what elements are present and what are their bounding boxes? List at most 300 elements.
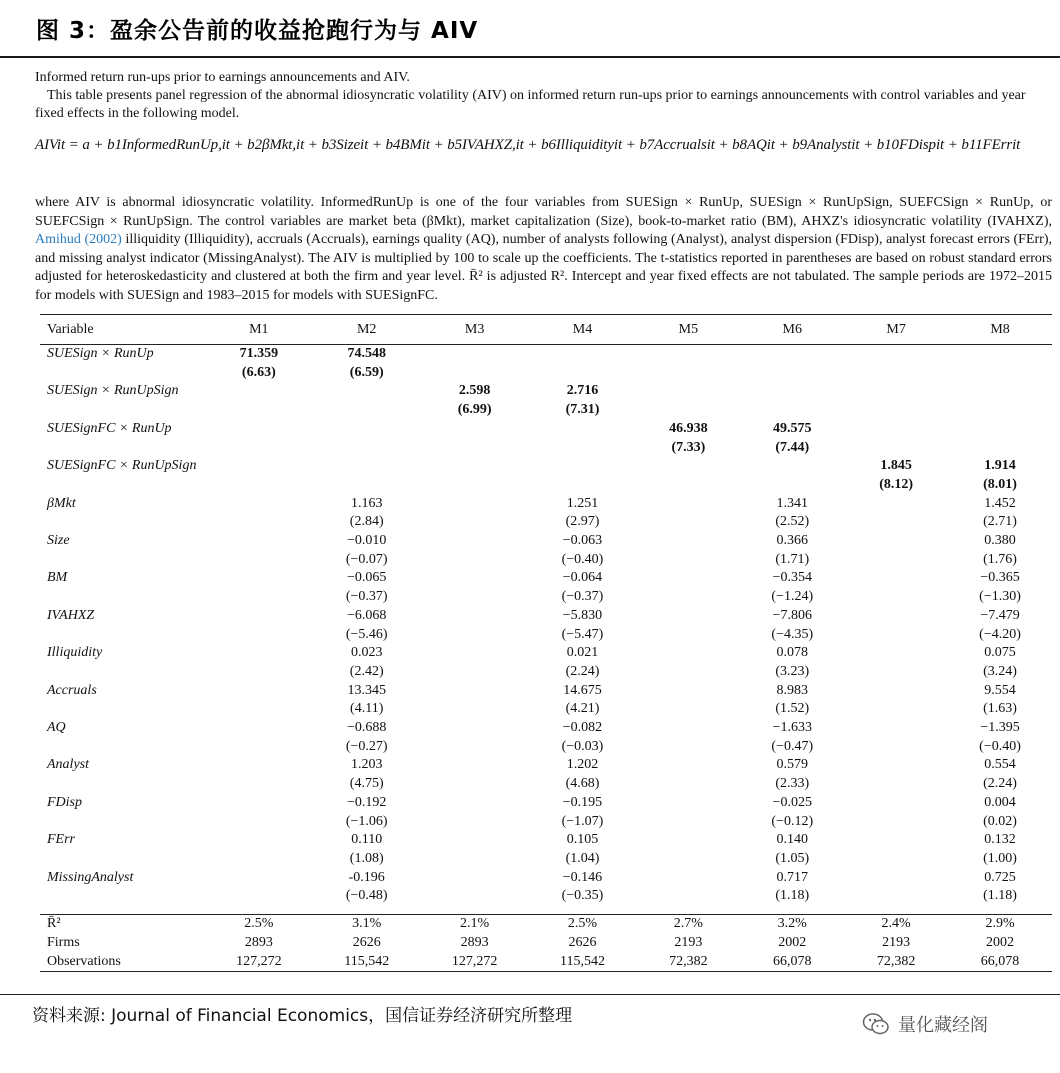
coef-cell — [636, 607, 740, 626]
coef-cell — [529, 420, 637, 439]
coef-cell — [636, 794, 740, 813]
tstat-cell: (−0.07) — [345, 551, 388, 567]
header-m3: M3 — [421, 315, 529, 345]
tstat-cell — [205, 551, 313, 570]
coef-cell: −7.806 — [772, 607, 812, 623]
coef-cell: −1.633 — [772, 720, 812, 736]
coef-cell: 0.380 — [984, 533, 1016, 549]
regression-formula: AIVit = a + b1InformedRunUp,it + b2βMkt,it + b3Sizeit + b4BMit + b5IVAHXZ,it + b6Illiquidityit + b7Accrualsit + b8AQit + b9Analystit + b10FDispit + b11FErrit — [35, 137, 1021, 153]
tstat-cell — [636, 663, 740, 682]
coef-cell: −0.146 — [562, 869, 603, 885]
coef-cell — [636, 682, 740, 701]
summary-cell: 3.2% — [740, 915, 844, 934]
tstat-cell: (4.75) — [349, 776, 384, 792]
table-row-tstat — [40, 364, 1052, 383]
coef-cell: −0.192 — [347, 794, 387, 810]
coef-cell: 0.140 — [776, 832, 808, 848]
coef-cell: 0.004 — [984, 794, 1016, 810]
table-header-row — [40, 315, 1052, 345]
tstat-cell — [844, 364, 948, 383]
tstat-cell: (−0.40) — [979, 738, 1021, 754]
header-m5: M5 — [636, 315, 740, 345]
coef-cell — [205, 682, 313, 701]
tstat-cell: (6.99) — [457, 402, 492, 418]
row-label: BM — [47, 570, 68, 586]
coef-cell — [844, 495, 948, 514]
tstat-cell — [529, 364, 637, 383]
tstat-cell: (1.18) — [775, 888, 810, 904]
row-label: SUESign × RunUp — [40, 345, 205, 364]
watermark-text: 量化藏经阁 — [898, 1015, 988, 1036]
tstat-cell: (1.71) — [775, 551, 810, 567]
tstat-cell — [205, 813, 313, 832]
tstat-cell: (−1.06) — [345, 813, 388, 829]
summary-row — [40, 915, 1052, 934]
tstat-cell: (1.76) — [983, 551, 1017, 567]
coef-cell — [844, 607, 948, 626]
tstat-cell: (3.23) — [775, 663, 810, 679]
coef-cell — [529, 345, 637, 364]
tstat-cell — [948, 401, 1052, 420]
coef-cell — [844, 831, 948, 850]
summary-cell: 2002 — [778, 934, 807, 950]
tstat-cell — [313, 476, 421, 495]
row-label: IVAHXZ — [47, 607, 95, 623]
header-m6: M6 — [740, 315, 844, 345]
coef-cell — [205, 532, 313, 551]
table-row-tstat — [40, 887, 1052, 906]
summary-cell: 3.1% — [313, 915, 421, 934]
tstat-cell — [636, 626, 740, 645]
tstat-cell — [636, 813, 740, 832]
tstat-cell: (2.42) — [349, 663, 384, 679]
tstat-cell — [844, 738, 948, 757]
tstat-cell: (2.24) — [565, 663, 600, 679]
tstat-cell — [636, 700, 740, 719]
coef-cell — [948, 345, 1052, 364]
tstat-cell — [636, 476, 740, 495]
tstat-cell — [636, 775, 740, 794]
coef-cell — [205, 420, 313, 439]
header-m1: M1 — [205, 315, 313, 345]
table-row — [40, 532, 1052, 551]
summary-cell: 2.4% — [844, 915, 948, 934]
row-label: SUESignFC × RunUp — [47, 420, 172, 436]
summary-cell: 66,078 — [740, 953, 844, 972]
tstat-cell — [205, 513, 313, 532]
coef-cell — [421, 794, 529, 813]
empty-label — [40, 813, 205, 832]
coef-cell: 1.341 — [776, 495, 808, 511]
coef-cell — [948, 420, 1052, 439]
tstat-cell: (6.59) — [349, 364, 384, 380]
tstat-cell: (−0.03) — [561, 738, 604, 754]
model-description — [35, 194, 1052, 306]
coef-cell: −0.065 — [347, 570, 387, 586]
tstat-cell — [205, 626, 313, 645]
coef-cell — [636, 869, 740, 888]
empty-label — [40, 850, 205, 869]
coef-cell — [205, 495, 313, 514]
table-row — [40, 756, 1052, 775]
tstat-cell — [740, 364, 844, 383]
coef-cell — [421, 345, 529, 364]
table-row-tstat — [40, 775, 1052, 794]
summary-cell: 127,272 — [205, 953, 313, 972]
table-row-tstat — [40, 700, 1052, 719]
coef-cell: −0.064 — [562, 570, 603, 586]
tstat-cell — [844, 775, 948, 794]
coef-cell: 0.554 — [984, 757, 1016, 773]
tstat-cell — [636, 850, 740, 869]
tstat-cell: (−1.30) — [979, 589, 1021, 605]
tstat-cell: (7.31) — [565, 402, 600, 418]
coef-cell — [740, 382, 844, 401]
coef-cell: 0.579 — [776, 757, 808, 773]
empty-label — [40, 476, 205, 495]
coef-cell: −0.688 — [347, 720, 387, 736]
empty-label — [40, 364, 205, 383]
tstat-cell — [421, 439, 529, 458]
coef-cell — [844, 382, 948, 401]
tstat-cell — [636, 738, 740, 757]
summary-cell: 2193 — [882, 934, 911, 950]
summary-cell: 2.5% — [529, 915, 637, 934]
tstat-cell — [421, 887, 529, 906]
coef-cell — [205, 756, 313, 775]
coef-cell: 49.575 — [773, 420, 812, 436]
coef-cell — [636, 756, 740, 775]
empty-label — [40, 887, 205, 906]
table-row-tstat — [40, 588, 1052, 607]
tstat-cell — [844, 626, 948, 645]
table-row-tstat — [40, 626, 1052, 645]
tstat-cell: (−1.24) — [771, 589, 814, 605]
table-row — [40, 869, 1052, 888]
footer-rule — [0, 994, 1060, 995]
tstat-cell: (−0.47) — [771, 738, 814, 754]
tstat-cell: (1.18) — [983, 888, 1017, 904]
coef-cell — [205, 644, 313, 663]
coef-cell — [636, 719, 740, 738]
tstat-cell — [205, 663, 313, 682]
coef-cell: 1.202 — [566, 757, 599, 773]
tstat-cell — [636, 401, 740, 420]
table-row — [40, 794, 1052, 813]
coef-cell — [636, 457, 740, 476]
table-row — [40, 420, 1052, 439]
coef-cell — [421, 831, 529, 850]
tstat-cell — [205, 588, 313, 607]
coef-cell: 0.132 — [984, 832, 1016, 848]
coef-cell — [636, 644, 740, 663]
tstat-cell — [205, 775, 313, 794]
tstat-cell: (2.84) — [349, 514, 384, 530]
coef-cell — [740, 457, 844, 476]
tstat-cell — [421, 813, 529, 832]
coef-cell — [844, 794, 948, 813]
tstat-cell: (8.12) — [879, 476, 914, 492]
coef-cell: 14.675 — [563, 682, 602, 698]
tstat-cell — [421, 476, 529, 495]
tstat-cell: (1.08) — [349, 850, 384, 866]
summary-cell: 2002 — [986, 934, 1015, 950]
coef-cell: 0.075 — [984, 645, 1016, 661]
tstat-cell — [844, 588, 948, 607]
tstat-cell: (−0.37) — [345, 589, 388, 605]
coef-cell — [948, 382, 1052, 401]
coef-cell — [636, 532, 740, 551]
tstat-cell: (1.52) — [775, 701, 810, 717]
wechat-icon — [862, 1012, 890, 1036]
tstat-cell — [844, 850, 948, 869]
summary-cell: 2893 — [460, 934, 489, 950]
tstat-cell — [205, 401, 313, 420]
coef-cell: 71.359 — [205, 345, 313, 364]
coef-cell — [421, 682, 529, 701]
tstat-cell: (−5.47) — [561, 626, 604, 642]
coef-cell: 1.163 — [350, 495, 383, 511]
coef-cell — [421, 719, 529, 738]
empty-label — [40, 663, 205, 682]
coef-cell — [844, 719, 948, 738]
tstat-cell: (7.33) — [671, 439, 706, 455]
summary-cell: 2.5% — [205, 915, 313, 934]
tstat-cell: (2.52) — [775, 514, 810, 530]
row-label: Illiquidity — [47, 645, 103, 661]
tstat-cell — [313, 439, 421, 458]
header-m7: M7 — [844, 315, 948, 345]
summary-label: Firms — [47, 934, 80, 950]
tstat-cell: (−0.35) — [561, 888, 604, 904]
coef-cell — [205, 794, 313, 813]
coef-cell: 1.203 — [350, 757, 383, 773]
coef-cell: −0.063 — [562, 533, 603, 549]
tstat-cell: (−0.48) — [345, 888, 388, 904]
coef-cell: 2.598 — [458, 383, 491, 399]
tstat-cell — [421, 364, 529, 383]
tstat-cell: (6.63) — [241, 364, 276, 380]
coef-cell: 0.105 — [566, 832, 599, 848]
tstat-cell — [844, 439, 948, 458]
summary-cell: 115,542 — [313, 953, 421, 972]
table-row-tstat — [40, 513, 1052, 532]
coef-cell — [205, 569, 313, 588]
row-label: Accruals — [47, 682, 97, 698]
coef-cell: 1.452 — [984, 495, 1016, 511]
tstat-cell: (−4.20) — [979, 626, 1021, 642]
summary-label: R̄² — [40, 915, 205, 934]
coef-cell: −0.354 — [772, 570, 812, 586]
coef-cell — [636, 382, 740, 401]
tstat-cell — [421, 551, 529, 570]
tstat-cell: (−1.07) — [561, 813, 604, 829]
source-note: 资料来源: Journal of Financial Economics，国信证券经济研究所整理 — [32, 1006, 573, 1026]
tstat-cell: (−0.27) — [345, 738, 388, 754]
tstat-cell — [421, 738, 529, 757]
summary-cell: 127,272 — [421, 953, 529, 972]
tstat-cell — [636, 588, 740, 607]
tstat-cell: (−0.40) — [561, 551, 604, 567]
tstat-cell — [636, 364, 740, 383]
tstat-cell — [636, 887, 740, 906]
coef-cell: 0.023 — [350, 645, 383, 661]
watermark — [862, 1011, 988, 1037]
tstat-cell — [844, 513, 948, 532]
coef-cell: −1.395 — [980, 720, 1020, 736]
summary-row — [40, 953, 1052, 972]
table-row — [40, 382, 1052, 401]
row-label: FErr — [47, 832, 75, 848]
summary-cell: 2193 — [674, 934, 703, 950]
tstat-cell: (2.33) — [775, 776, 810, 792]
tstat-cell — [313, 401, 421, 420]
tstat-cell: (4.11) — [350, 701, 384, 717]
coef-cell: −6.068 — [347, 607, 387, 623]
description-part-1: where AIV is abnormal idiosyncratic volatility. InformedRunUp is one of the four variables from SUESign × RunUp, SUESign × RunUpSign, SUEFCSign × RunUp, or SUEFCSign × RunUpSign. The control variables are market beta (βMkt), market capitalization (Size), book-to-market ratio (BM), AHXZ's idiosyncratic volatility (IVAHXZ), — [35, 195, 1052, 229]
tstat-cell — [844, 887, 948, 906]
coef-cell — [529, 457, 637, 476]
table-row — [40, 682, 1052, 701]
tstat-cell — [421, 775, 529, 794]
coef-cell: −0.195 — [562, 794, 603, 810]
coef-cell — [844, 420, 948, 439]
table-row — [40, 569, 1052, 588]
table-row-tstat — [40, 551, 1052, 570]
tstat-cell — [844, 401, 948, 420]
empty-label — [40, 588, 205, 607]
coef-cell — [844, 532, 948, 551]
spacer-cell — [40, 906, 1052, 915]
header-m8: M8 — [948, 315, 1052, 345]
table-body — [40, 345, 1052, 972]
summary-cell: 72,382 — [636, 953, 740, 972]
coef-cell: 13.345 — [347, 682, 386, 698]
tstat-cell — [529, 439, 637, 458]
coef-cell — [844, 569, 948, 588]
coef-cell: -0.196 — [348, 869, 385, 885]
coef-cell — [205, 607, 313, 626]
coef-cell — [844, 682, 948, 701]
spacer-row — [40, 906, 1052, 915]
tstat-cell — [421, 588, 529, 607]
tstat-cell — [844, 700, 948, 719]
tstat-cell: (1.04) — [565, 850, 600, 866]
table-row-tstat — [40, 439, 1052, 458]
coef-cell: 74.548 — [313, 345, 421, 364]
tstat-cell: (1.05) — [775, 850, 810, 866]
coef-cell — [636, 569, 740, 588]
tstat-cell: (3.24) — [983, 663, 1017, 679]
tstat-cell — [421, 700, 529, 719]
tstat-cell — [205, 850, 313, 869]
table-row — [40, 644, 1052, 663]
coef-cell — [844, 644, 948, 663]
coef-cell: 0.021 — [566, 645, 599, 661]
row-label: AQ — [47, 720, 66, 736]
coef-cell: 0.717 — [776, 869, 808, 885]
caption-text — [35, 87, 1052, 123]
table-row — [40, 719, 1052, 738]
tstat-cell — [740, 401, 844, 420]
summary-cell: 2626 — [568, 934, 597, 950]
tstat-cell — [948, 439, 1052, 458]
tstat-cell — [205, 738, 313, 757]
tstat-cell — [636, 513, 740, 532]
tstat-cell — [740, 476, 844, 495]
tstat-cell: (2.97) — [565, 514, 600, 530]
header-m4: M4 — [529, 315, 637, 345]
summary-cell: 2.9% — [948, 915, 1052, 934]
tstat-cell — [421, 663, 529, 682]
summary-cell: 2.1% — [421, 915, 529, 934]
tstat-cell — [421, 850, 529, 869]
empty-label — [40, 738, 205, 757]
coef-cell — [844, 756, 948, 775]
coef-cell: −5.830 — [562, 607, 603, 623]
coef-cell: 9.554 — [984, 682, 1016, 698]
caption-title: Informed return run-ups prior to earnings announcements and AIV. — [35, 70, 410, 85]
coef-cell: 1.845 — [880, 458, 912, 474]
tstat-cell — [529, 476, 637, 495]
coef-cell — [844, 869, 948, 888]
table-row-tstat — [40, 738, 1052, 757]
tstat-cell: (8.01) — [983, 476, 1017, 492]
summary-cell: 115,542 — [529, 953, 637, 972]
row-label: βMkt — [47, 495, 76, 511]
empty-label — [40, 551, 205, 570]
tstat-cell: (0.02) — [983, 813, 1017, 829]
coef-cell: −0.082 — [562, 720, 603, 736]
empty-label — [40, 439, 205, 458]
citation-link[interactable]: Amihud (2002) — [35, 232, 122, 248]
coef-cell — [205, 382, 313, 401]
coef-cell — [313, 382, 421, 401]
coef-cell — [205, 831, 313, 850]
coef-cell — [844, 345, 948, 364]
tstat-cell: (−0.37) — [561, 589, 604, 605]
summary-label: Observations — [40, 953, 205, 972]
figure-title: 图 3：盈余公告前的收益抢跑行为与 AIV — [36, 18, 479, 44]
empty-label — [40, 626, 205, 645]
coef-cell: 0.366 — [776, 533, 808, 549]
header-m2: M2 — [313, 315, 421, 345]
tstat-cell — [205, 700, 313, 719]
coef-cell: 46.938 — [669, 420, 708, 436]
coef-cell: −7.479 — [980, 607, 1020, 623]
coef-cell: −0.365 — [980, 570, 1020, 586]
tstat-cell: (1.00) — [983, 850, 1017, 866]
figure-header — [0, 0, 1060, 58]
coef-cell — [421, 607, 529, 626]
coef-cell: 1.914 — [984, 458, 1016, 474]
tstat-cell: (−4.35) — [771, 626, 814, 642]
coef-cell — [421, 420, 529, 439]
coef-cell — [421, 495, 529, 514]
tstat-cell — [205, 439, 313, 458]
coef-cell — [636, 345, 740, 364]
coef-cell: 1.251 — [566, 495, 599, 511]
tstat-cell — [844, 663, 948, 682]
table-row-tstat — [40, 813, 1052, 832]
coef-cell — [205, 719, 313, 738]
tstat-cell: (4.21) — [565, 701, 600, 717]
table-row — [40, 607, 1052, 626]
tstat-cell: (7.44) — [775, 439, 810, 455]
table-row — [40, 495, 1052, 514]
coef-cell — [313, 420, 421, 439]
tstat-cell — [205, 887, 313, 906]
